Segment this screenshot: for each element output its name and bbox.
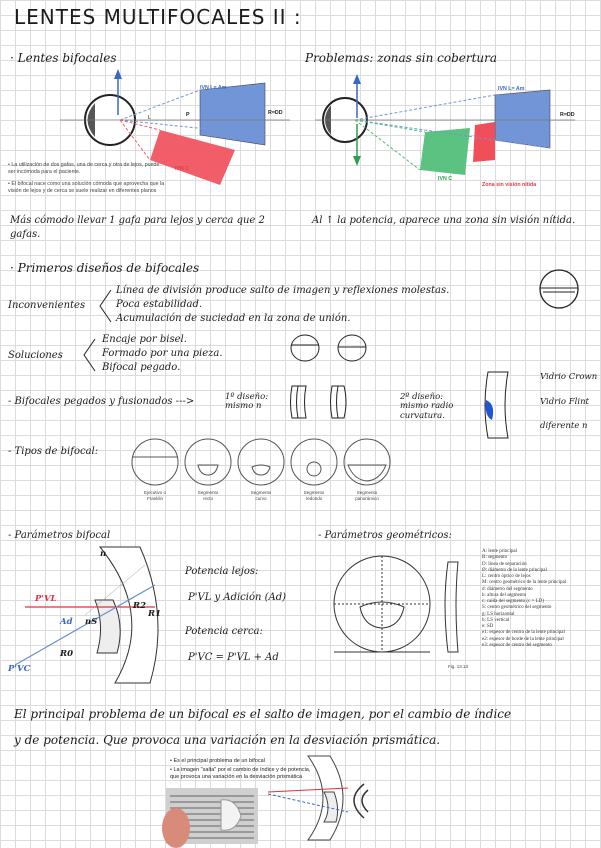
ad-label: Ad xyxy=(60,617,73,627)
bifocal-bullet-2: • El bifocal nace como una solución cómoda que aprovecha que la visión de lejos y de cerca se suele realizar en diferentes planos xyxy=(8,181,165,194)
gap-zone-red xyxy=(473,122,495,162)
legend-item: e1: espesor de centro de la lente principal xyxy=(482,630,565,636)
legend-item: c: caída del segmento (c = LD) xyxy=(482,599,544,604)
power-far-formula: P'VL y Adición (Ad) xyxy=(188,592,287,603)
flint-label: Vidrio Flint xyxy=(540,397,589,407)
glued-lens-sketch xyxy=(288,382,358,422)
no-coverage-diagram xyxy=(315,80,585,190)
solution-2: Formado por una pieza. xyxy=(102,348,223,359)
ns-label: nS xyxy=(85,617,98,627)
power-note: Al ↑ la potencia, aparece una zona sin visión nítida. xyxy=(312,215,576,226)
legend-item: h: altura del segmento xyxy=(482,592,527,598)
bifocal-bullet-1: • La utilización de dos gafas, una de cerca y otra de lejos, puede ser incómoda para el paciente. xyxy=(8,162,160,175)
n-label: n xyxy=(100,549,107,559)
drawback-3: Acumulación de suciedad en la zona de unión. xyxy=(116,313,351,324)
geo-params-heading: - Parámetros geométricos: xyxy=(318,530,452,541)
no-vision-label: Zona sin visión nítida xyxy=(482,182,537,188)
legend-item: e3: espesor de centro del segmento xyxy=(482,642,552,648)
legend-item: S: centro geométrico del segmento xyxy=(482,605,552,611)
pvc-label: P'VC xyxy=(8,664,31,674)
lens-edge-icons xyxy=(290,333,370,363)
geo-legend xyxy=(482,549,598,649)
glued-label: - Bifocales pegados y fusionados ---> xyxy=(8,396,195,407)
brace-drawbacks xyxy=(98,288,112,324)
legend-item: M: centro geométrico de la lente principal xyxy=(482,580,567,586)
fused-lens-sketch xyxy=(478,370,518,440)
brace-solutions xyxy=(82,337,96,373)
near-zone-green xyxy=(420,128,470,175)
bifocal-types-icons xyxy=(130,435,390,490)
final-line-2: y de potencia. Que provoca una variación en la desviación prismática. xyxy=(14,733,441,747)
ivn-l-label: IVN L= Am xyxy=(200,85,227,91)
type-2-label: Segmento recto xyxy=(197,490,219,501)
l-label: L xyxy=(148,115,151,121)
legend-item: e: SD xyxy=(482,624,494,629)
design-1: 1º diseño: mismo n xyxy=(225,392,269,412)
prism-deviation-diagram xyxy=(268,752,378,844)
legend-item: Ø: diámetro de la lente principal xyxy=(482,567,547,573)
pvl-label: P'VL xyxy=(35,594,57,604)
ivn-l-label-2: IVN L= Am xyxy=(498,86,525,92)
ivn-c-label: IVN C xyxy=(175,166,190,172)
solution-1: Encaje por bisel. xyxy=(102,334,187,345)
legend-item: g: LS horizontal xyxy=(482,611,515,617)
type-1-label: Ejecutivo o Franklin xyxy=(143,490,166,501)
far-zone-blue xyxy=(200,83,265,145)
solutions-label: Soluciones xyxy=(8,350,63,361)
r2-label: R2 xyxy=(133,601,146,611)
power-far-label: Potencia lejos: xyxy=(185,566,259,577)
legend-item: b: LS vertical xyxy=(482,617,510,623)
crown-label: Vidrio Crown xyxy=(540,372,598,382)
geometric-params-diagram xyxy=(330,552,480,664)
design-heading: · Primeros diseños de bifocales xyxy=(10,261,200,275)
type-5-label: Segmento panorámico xyxy=(355,490,379,501)
type-3-label: Segmento curvo xyxy=(250,490,272,501)
lens-line-icon xyxy=(538,268,580,310)
drawback-2: Poca estabilidad. xyxy=(116,299,203,310)
legend-item: D: línea de separación xyxy=(482,561,527,567)
legend-item: L: centro óptico de lejos xyxy=(482,574,531,579)
bifocal-heading: · Lentes bifocales xyxy=(10,51,117,65)
image-jump-photo xyxy=(166,788,258,844)
comfort-note: Más cómodo llevar 1 gafa para lejos y cerca que 2 gafas. xyxy=(10,215,265,240)
rdd-label: R=DD xyxy=(268,110,283,116)
p-label: P xyxy=(186,112,190,118)
r0-label: R0 xyxy=(60,649,73,659)
design-2: 2º diseño: mismo radio curvatura. xyxy=(400,392,454,421)
final-bullet-1: • Es el principal problema de un bifocal xyxy=(170,758,265,764)
rdd-label-2: R=DD xyxy=(560,112,575,118)
far-zone-blue-2 xyxy=(495,90,550,148)
optical-params-heading: - Parámetros bifocal xyxy=(8,530,111,541)
drawbacks-label: Inconvenientes xyxy=(8,300,86,311)
final-bullet-2: • La imagen "salta" por el cambio de índice y de potencia, que provoca una variación en la desviación prismática xyxy=(170,767,311,780)
diff-n-label: diferente n xyxy=(540,421,588,431)
power-near-formula: P'VC = P'VL + Ad xyxy=(188,652,279,663)
final-line-1: El principal problema de un bifocal es el salto de imagen, por el cambio de índice xyxy=(14,707,512,721)
ivn-c-label-2: IVN C xyxy=(438,176,453,182)
figure-caption: Fig. 13.13 xyxy=(448,664,469,669)
power-near-label: Potencia cerca: xyxy=(185,626,263,637)
page-title: LENTES MULTIFOCALES II : xyxy=(14,5,302,29)
type-4-label: Segmento redondo xyxy=(303,490,325,501)
types-label: - Tipos de bifocal: xyxy=(8,446,99,457)
drawback-1: Línea de división produce salto de imagen y reflexiones molestas. xyxy=(116,285,450,296)
legend-item: d: diámetro del segmento xyxy=(482,586,533,592)
legend-item: A: lente principal xyxy=(482,549,517,554)
problems-heading: Problemas: zonas sin cobertura xyxy=(305,51,498,65)
r1-label: R1 xyxy=(148,609,161,619)
legend-item: B: segmento xyxy=(482,555,508,561)
legend-item: e2: espesor de borde de la lente principal xyxy=(482,636,564,642)
solution-3: Bifocal pegado. xyxy=(102,362,181,373)
